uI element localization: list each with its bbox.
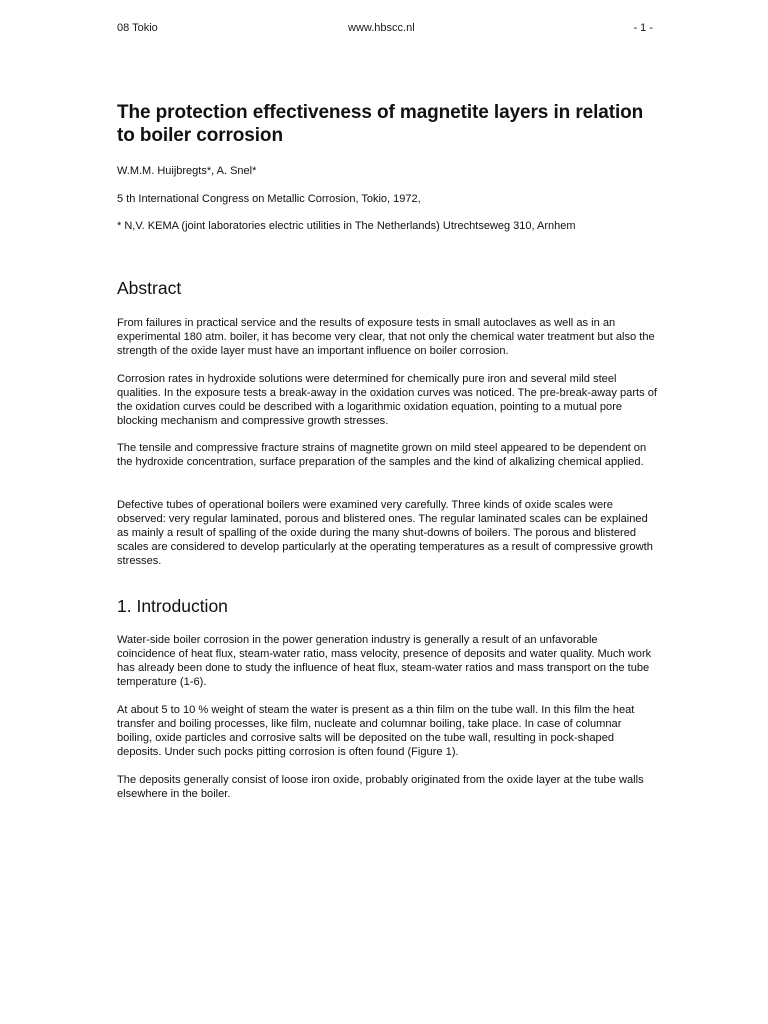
abstract-paragraph: From failures in practical service and the results of exposure tests in small autoclaves as well as in an experimental 180 atm. boiler, it has become very clear, that not only the chemical water treatment but also the strength of the oxide layer must have an important influence on boiler corrosion. [117,317,655,357]
authors: W.M.M. Huijbregts*, A. Snel* [117,165,257,177]
header-left: 08 Tokio [117,22,158,34]
abstract-heading: Abstract [117,278,182,298]
introduction-paragraph: At about 5 to 10 % weight of steam the water is present as a thin film on the tube wall. In this film the heat transfer and boiling processes, like film, nucleate and columnar boiling, take place. In case of columnar boiling, oxide particles and corrosive salts will be deposited on the tube wall, resulting in pock-shaped deposits. Under such pocks pitting corrosion is often found (Figure 1). [117,704,635,758]
abstract-paragraph: The tensile and compressive fracture strains of magnetite grown on mild steel appeared to be dependent on the hydroxide concentration, surface preparation of the samples and the kind of alkalizing chemical applied. [117,442,647,468]
introduction-paragraph: The deposits generally consist of loose iron oxide, probably originated from the oxide layer at the tube walls elsewhere in the boiler. [117,774,644,800]
affiliation: * N,V. KEMA (joint laboratories electric utilities in The Netherlands) Utrechtseweg 310, Arnhem [117,220,576,232]
header-website: www.hbscc.nl [348,22,415,34]
document-title: The protection effectiveness of magnetite layers in relation to boiler corrosion [117,102,644,146]
introduction-paragraph: Water-side boiler corrosion in the power generation industry is generally a result of an unfavorable coincidence of heat flux, steam-water ratio, mass velocity, presence of deposits and water quality. Much work has already been done to study the influence of heat flux, steam-water ratios and mass transport on the tube temperature (1-6). [117,634,652,688]
header-page-number: - 1 - [633,22,653,34]
conference: 5 th International Congress on Metallic Corrosion, Tokio, 1972, [117,193,421,205]
introduction-heading: 1. Introduction [117,596,228,616]
abstract-paragraph: Defective tubes of operational boilers were examined very carefully. Three kinds of oxide scales were observed: very regular laminated, porous and blistered ones. The regular laminated scales can be explained as mainly a result of spalling of the oxide during the many shut-downs of boilers. The porous and blistered scales are considered to develop particularly at the operating temperatures as a result of compressive growth stresses. [117,499,653,567]
abstract-paragraph: Corrosion rates in hydroxide solutions were determined for chemically pure iron and several mild steel qualities. In the exposure tests a break-away in the oxidation curves was noticed. The pre-break-away parts of the oxidation curves could be described with a logarithmic oxidation equation, pointing to a mutual pore blocking mechanism and compressive growth stresses. [117,373,657,427]
